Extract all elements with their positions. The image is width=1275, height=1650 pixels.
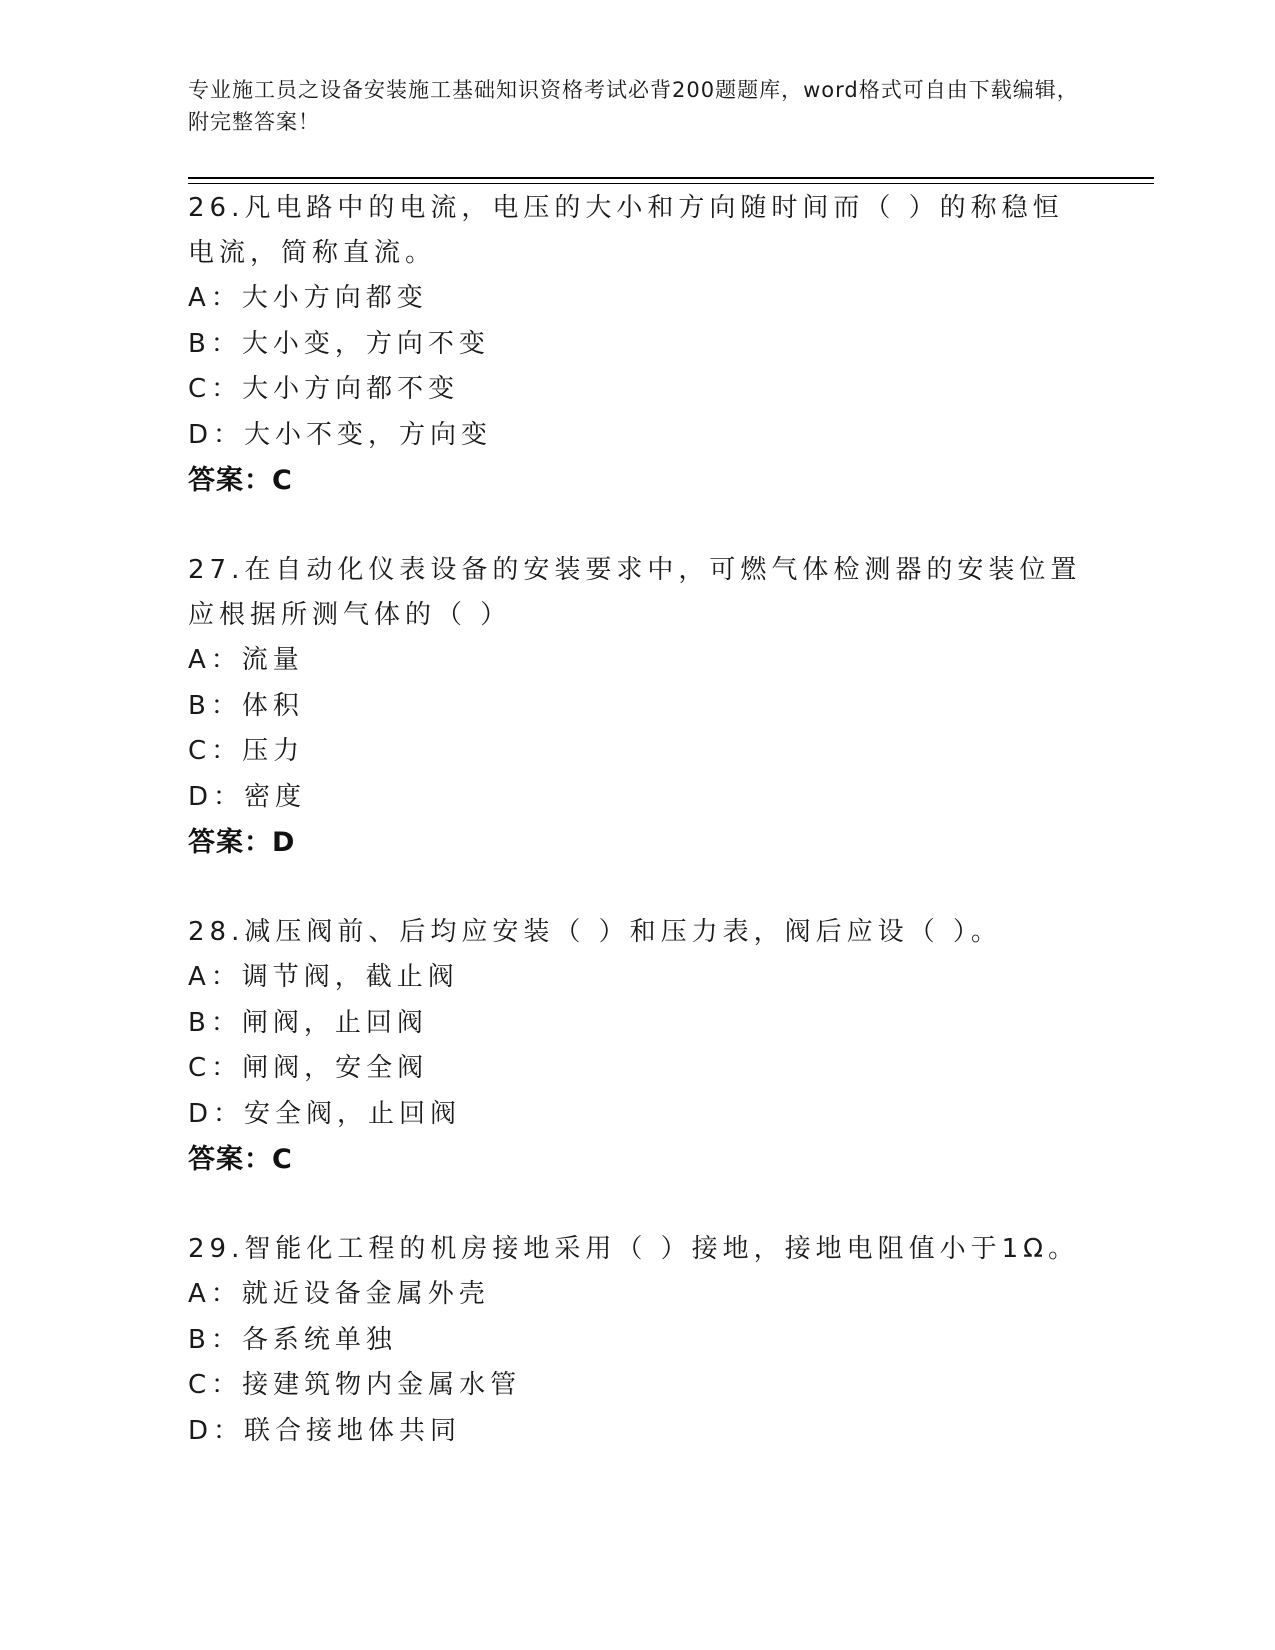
question-stem: 28.减压阀前、后均应安装（ ）和压力表，阀后应设（ ）。 (188, 917, 1002, 947)
question-28 (188, 910, 1088, 1182)
document-header: 专业施工员之设备安装施工基础知识资格考试必背200题题库，word格式可自由下载编辑，附完整答案！ (188, 78, 1079, 134)
answer: 答案：D (188, 827, 296, 858)
option-d: D：大小不变，方向变 (188, 419, 493, 450)
option-b: B：闸阀，止回阀 (188, 1007, 428, 1038)
option-a: A：就近设备金属外壳 (188, 1279, 490, 1309)
option-c: C：大小方向都不变 (188, 374, 460, 404)
option-b: B：大小变，方向不变 (188, 328, 490, 359)
option-a: A：流量 (188, 645, 304, 675)
option-d: D：安全阀，止回阀 (188, 1098, 462, 1129)
question-stem: 26.凡电路中的电流，电压的大小和方向随时间而（ ）的称稳恒电流，简称直流。 (188, 193, 1064, 268)
option-a: A：大小方向都变 (188, 283, 428, 313)
question-stem: 27.在自动化仪表设备的安装要求中，可燃气体检测器的安装位置应根据所测气体的（ ） (188, 555, 1082, 630)
question-list (188, 186, 1088, 1499)
question-27 (188, 548, 1088, 865)
option-a: A：调节阀，截止阀 (188, 962, 459, 992)
answer: 答案：C (188, 465, 293, 496)
answer: 答案：C (188, 1144, 293, 1175)
question-26 (188, 186, 1088, 503)
option-b: B：各系统单独 (188, 1324, 397, 1355)
option-b: B：体积 (188, 690, 304, 721)
option-c: C：闸阀，安全阀 (188, 1053, 429, 1083)
header-rule-thin (188, 183, 1154, 184)
question-stem: 29.智能化工程的机房接地采用（ ）接地，接地电阻值小于1Ω。 (188, 1234, 1080, 1264)
option-d: D：密度 (188, 781, 307, 812)
option-d: D：联合接地体共同 (188, 1415, 462, 1446)
question-29 (188, 1227, 1088, 1454)
option-c: C：压力 (188, 736, 305, 766)
header-rule-thick (188, 177, 1154, 179)
option-c: C：接建筑物内金属水管 (188, 1370, 522, 1400)
